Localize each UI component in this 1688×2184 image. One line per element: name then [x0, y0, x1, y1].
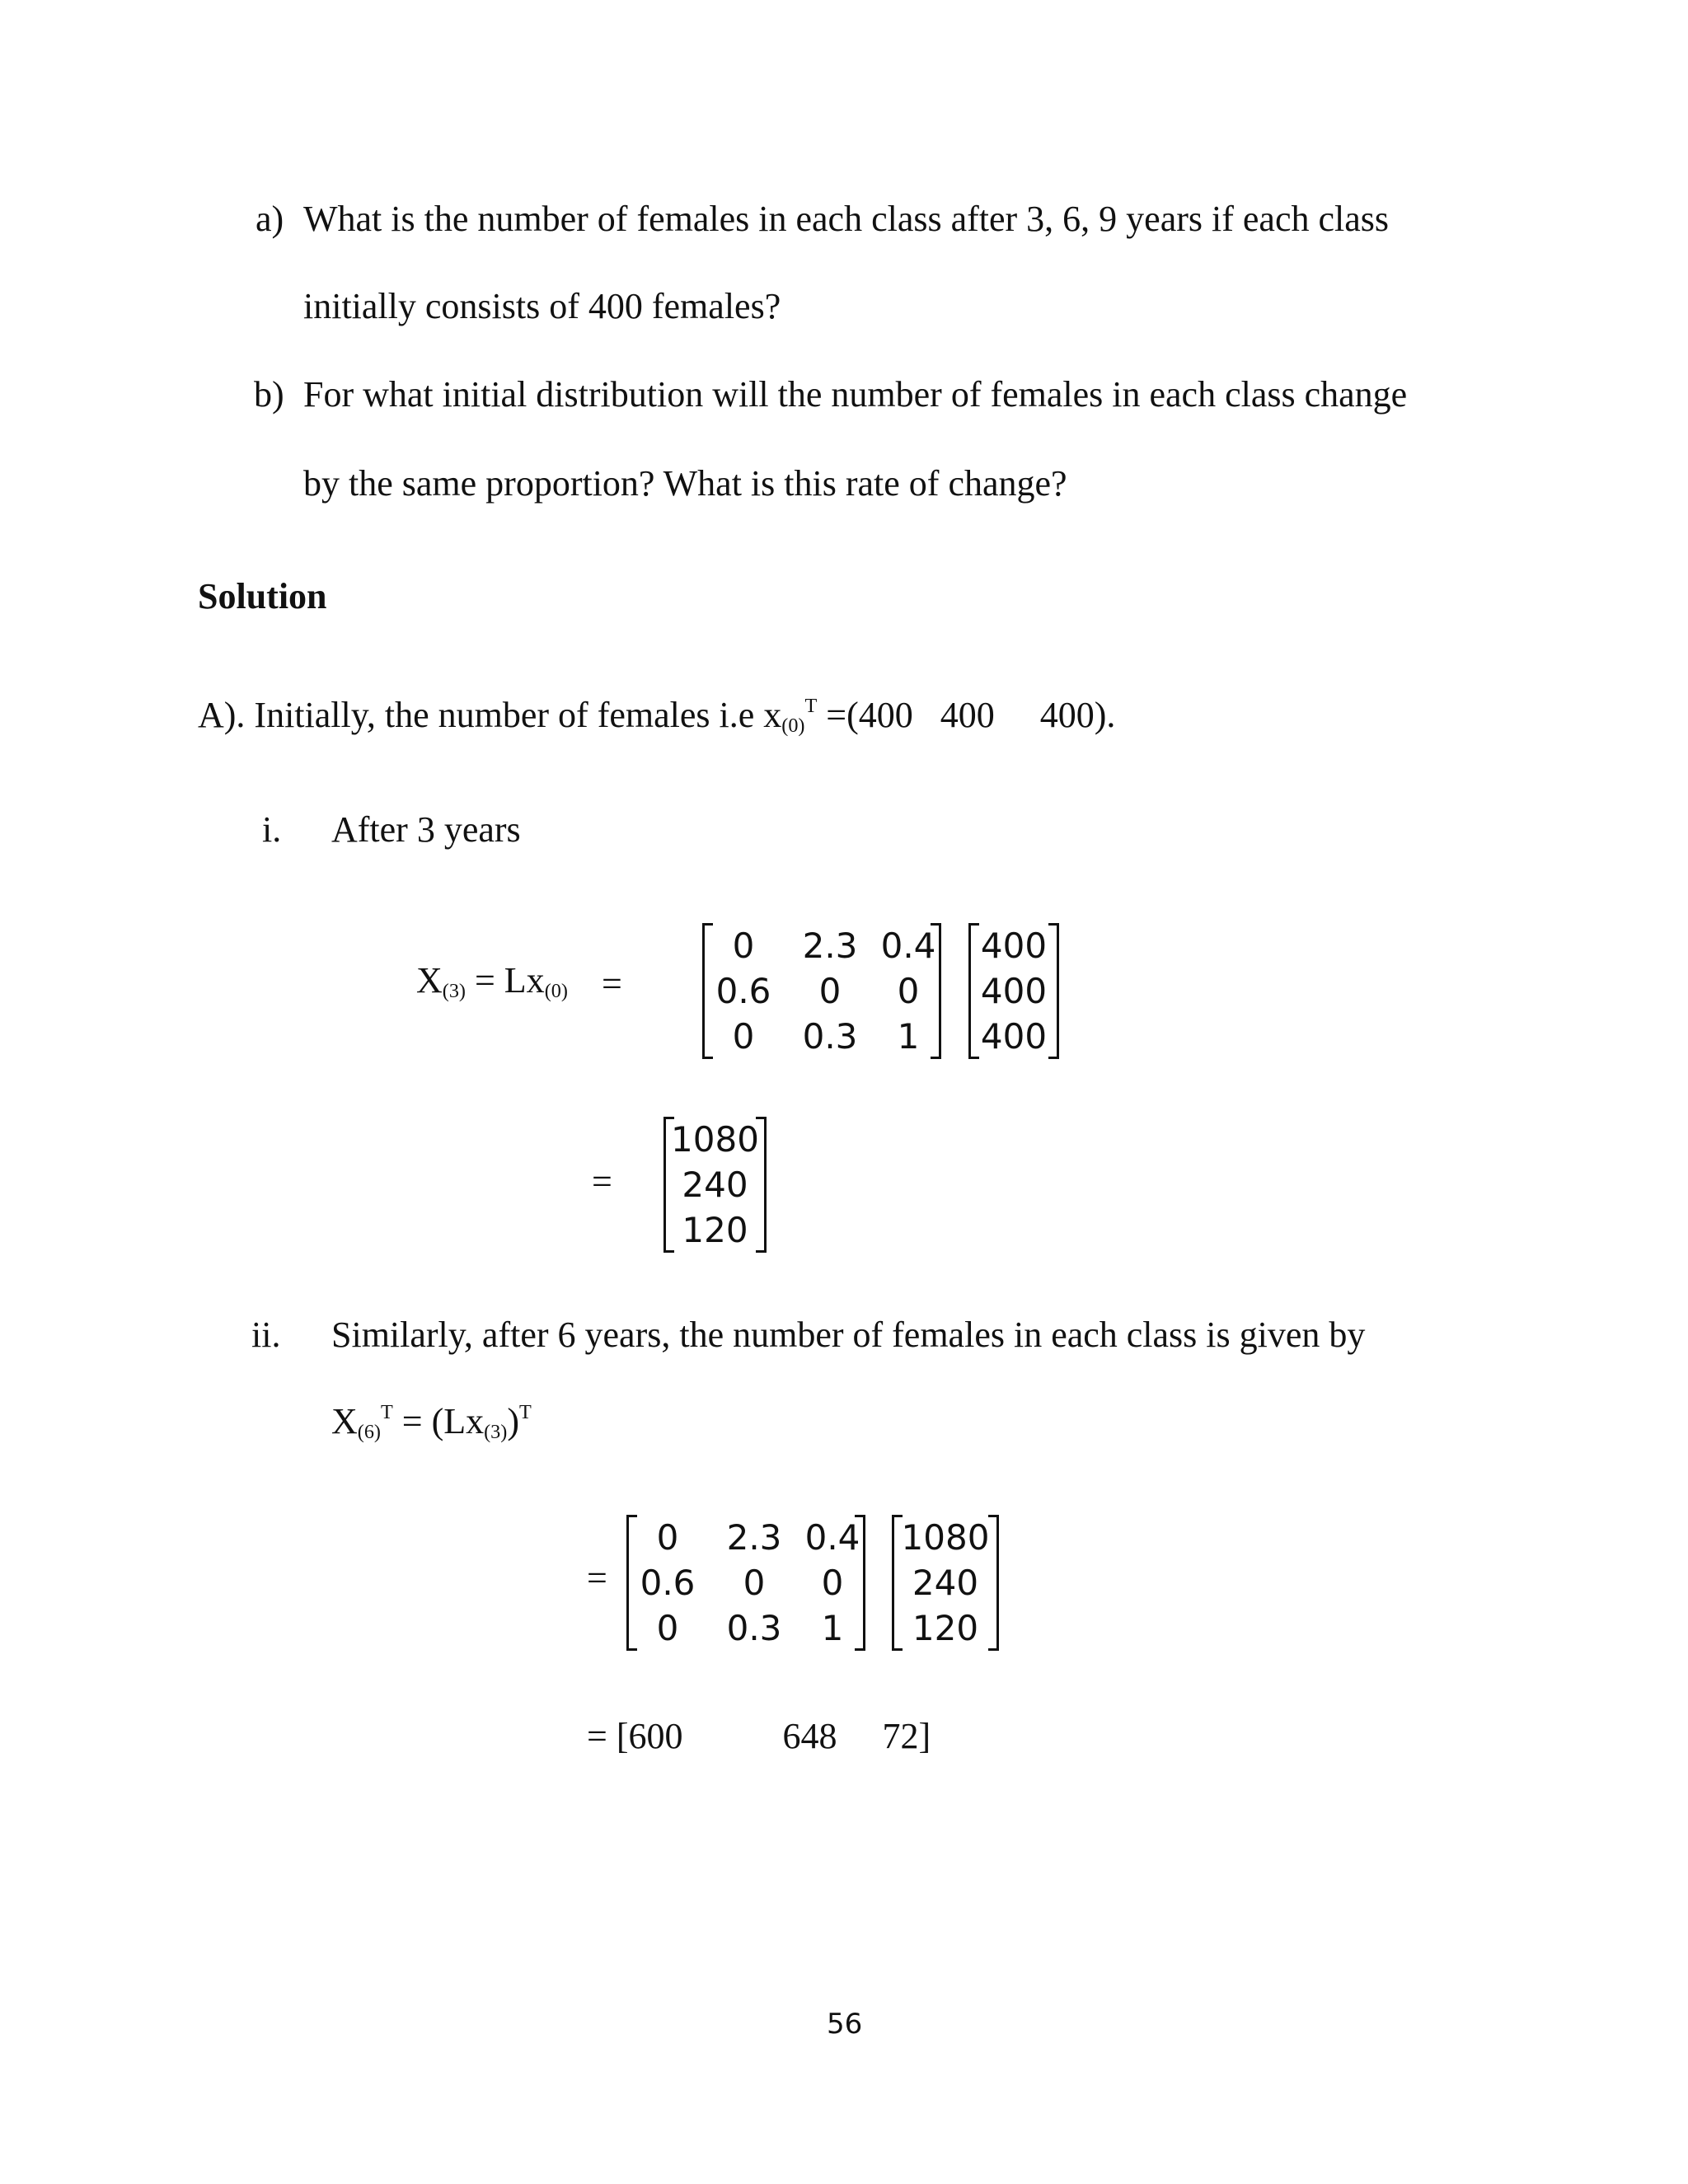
vector-cell: 1080 [671, 1119, 759, 1160]
matrix-cell: 0.4 [804, 1517, 860, 1558]
equals-sign: = [587, 1558, 607, 1598]
x3-equation-lhs: $X_{(3)} = Lx_{(0)}$ [416, 960, 568, 1003]
matrix-cell: 0 [897, 971, 920, 1011]
vector-cell: 120 [682, 1210, 748, 1250]
result-vector-x3 [663, 1117, 767, 1253]
matrix-cell: 0.3 [726, 1608, 782, 1648]
vector-cell: 240 [912, 1563, 979, 1603]
matrix-cell: 2.3 [802, 926, 858, 966]
leslie-matrix [702, 923, 941, 1059]
solution-heading: Solution [198, 576, 327, 616]
page-number: 56 [827, 2008, 863, 2041]
matrix-cell: 0 [732, 926, 755, 966]
equals-sign: = [592, 1161, 612, 1202]
matrix-cell: 2.3 [726, 1517, 782, 1558]
matrix-cell: 0.3 [802, 1016, 858, 1057]
matrix-cell: 0 [732, 1016, 755, 1057]
matrix-cell: 0 [656, 1608, 679, 1648]
part-a-intro: A). Initially, the number of females i.e $x_{(0)}^T =(400$ 400 400). [198, 695, 1116, 738]
question-b-line2: by the same proportion? What is this rate of change? [303, 463, 1067, 504]
x3-vector [892, 1515, 999, 1651]
vector-cell: 400 [980, 971, 1048, 1011]
matrix-cell: 0.4 [880, 926, 936, 966]
matrix-cell: 0.6 [715, 971, 771, 1011]
matrix-cell: 1 [897, 1016, 920, 1057]
matrix-cell: 0 [821, 1563, 844, 1603]
step-i-label: i. [262, 809, 282, 850]
matrix-cell: 0 [743, 1563, 766, 1603]
vector-cell: 400 [980, 926, 1048, 966]
step-ii-label: ii. [251, 1315, 281, 1355]
equals-sign: = [602, 963, 622, 1004]
matrix-cell: 0 [656, 1517, 679, 1558]
step-ii-text: Similarly, after 6 years, the number of females in each class is given by [331, 1315, 1366, 1355]
vector-cell: 240 [682, 1165, 748, 1205]
step-i-title: After 3 years [331, 809, 521, 850]
matrix-cell: 0 [818, 971, 842, 1011]
vector-cell: 120 [912, 1608, 979, 1648]
question-b-label: b) [254, 374, 284, 415]
x6-result: = [600 648 72] [587, 1716, 931, 1756]
vector-cell: 1080 [901, 1517, 990, 1558]
initial-vector [968, 923, 1059, 1059]
matrix-cell: 1 [821, 1608, 844, 1648]
question-a-line1: What is the number of females in each class after 3, 6, 9 years if each class [303, 199, 1390, 239]
question-a-line2: initially consists of 400 females? [303, 286, 781, 326]
leslie-matrix-2 [626, 1515, 865, 1651]
matrix-cell: 0.6 [640, 1563, 696, 1603]
question-b-line1: For what initial distribution will the number of females in each class change [303, 374, 1408, 415]
question-a-label: a) [256, 199, 284, 239]
x6-formula: $X_{(6)}^T = (Lx_{(3)})^T$ [331, 1401, 532, 1444]
vector-cell: 400 [980, 1016, 1048, 1057]
